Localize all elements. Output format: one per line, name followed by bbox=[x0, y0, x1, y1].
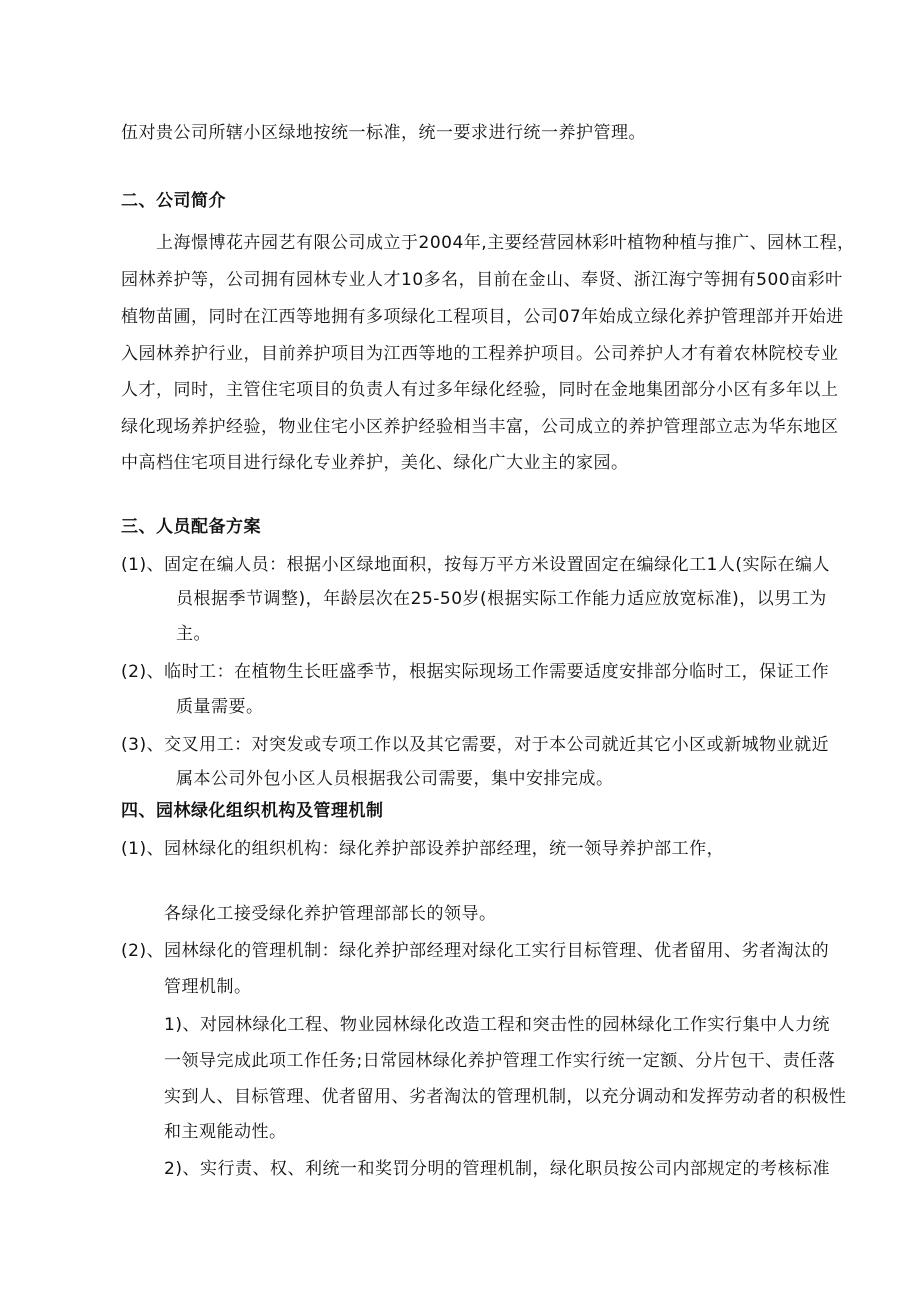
list-item-text: (1)、园林绿化的组织机构：绿化养护部设养护部经理，统一领导养护部工作， bbox=[121, 839, 725, 859]
body-text-line: 上海憬博花卉园艺有限公司成立于2004年,主要经营园林彩叶植物种植与推广、园林工程， bbox=[156, 233, 855, 253]
list-item-text: (3)、交叉用工：对突发或专项工作以及其它需要，对于本公司就近其它小区或新城物业就近 bbox=[121, 735, 830, 755]
list-item-text: 实到人、目标管理、优者留用、劣者淘汰的管理机制，以充分调动和发挥劳动者的积极性 bbox=[164, 1087, 847, 1107]
list-item-text: 质量需要。 bbox=[176, 697, 264, 717]
body-text-line: 入园林养护行业，目前养护项目为江西等地的工程养护项目。公司养护人才有着农林院校专业 bbox=[121, 344, 839, 364]
list-item-text: (2)、临时工：在植物生长旺盛季节，根据实际现场工作需要适度安排部分临时工，保证工作 bbox=[121, 662, 830, 682]
list-item-text: 员根据季节调整)，年龄层次在25-50岁(根据实际工作能力适应放宽标准)，以男工为 bbox=[176, 589, 827, 609]
body-text-line: 伍对贵公司所辖小区绿地按统一标准，统一要求进行统一养护管理。 bbox=[121, 123, 646, 143]
list-item-text: 主。 bbox=[176, 624, 211, 644]
section-heading: 四、园林绿化组织机构及管理机制 bbox=[121, 801, 384, 821]
list-item-text: (1)、固定在编人员：根据小区绿地面积，按每万平方米设置固定在编绿化工1人(实际在编人 bbox=[121, 555, 831, 575]
list-item-text: 一领导完成此项工作任务;日常园林绿化养护管理工作实行统一定额、分片包干、责任落 bbox=[164, 1051, 836, 1071]
body-text-line: 中高档住宅项目进行绿化专业养护，美化、绿化广大业主的家园。 bbox=[121, 453, 629, 473]
body-text-line: 绿化现场养护经验，物业住宅小区养护经验相当丰富，公司成立的养护管理部立志为华东地区 bbox=[121, 417, 839, 437]
body-text-line: 园林养护等，公司拥有园林专业人才10多名，目前在金山、奉贤、浙江海宁等拥有500亩彩叶 bbox=[121, 270, 843, 290]
list-item-text: 2)、实行责、权、利统一和奖罚分明的管理机制，绿化职员按公司内部规定的考核标准 bbox=[164, 1159, 830, 1179]
list-item-text: 属本公司外包小区人员根据我公司需要，集中安排完成。 bbox=[176, 769, 614, 789]
section-heading: 二、公司简介 bbox=[121, 191, 226, 211]
body-text-line: 人才，同时，主管住宅项目的负责人有过多年绿化经验，同时在金地集团部分小区有多年以上 bbox=[121, 380, 839, 400]
list-item-text: 管理机制。 bbox=[164, 977, 252, 997]
body-text-line: 植物苗圃，同时在江西等地拥有多项绿化工程项目，公司07年始成立绿化养护管理部并开始进 bbox=[121, 307, 844, 327]
list-item-text: 和主观能动性。 bbox=[164, 1122, 287, 1142]
list-item-text: (2)、园林绿化的管理机制：绿化养护部经理对绿化工实行目标管理、优者留用、劣者淘汰的 bbox=[121, 941, 830, 961]
section-heading: 三、人员配备方案 bbox=[121, 517, 261, 537]
list-item-text: 各绿化工接受绿化养护管理部部长的领导。 bbox=[164, 904, 497, 924]
list-item-text: 1)、对园林绿化工程、物业园林绿化改造工程和突击性的园林绿化工作实行集中人力统 bbox=[164, 1015, 830, 1035]
